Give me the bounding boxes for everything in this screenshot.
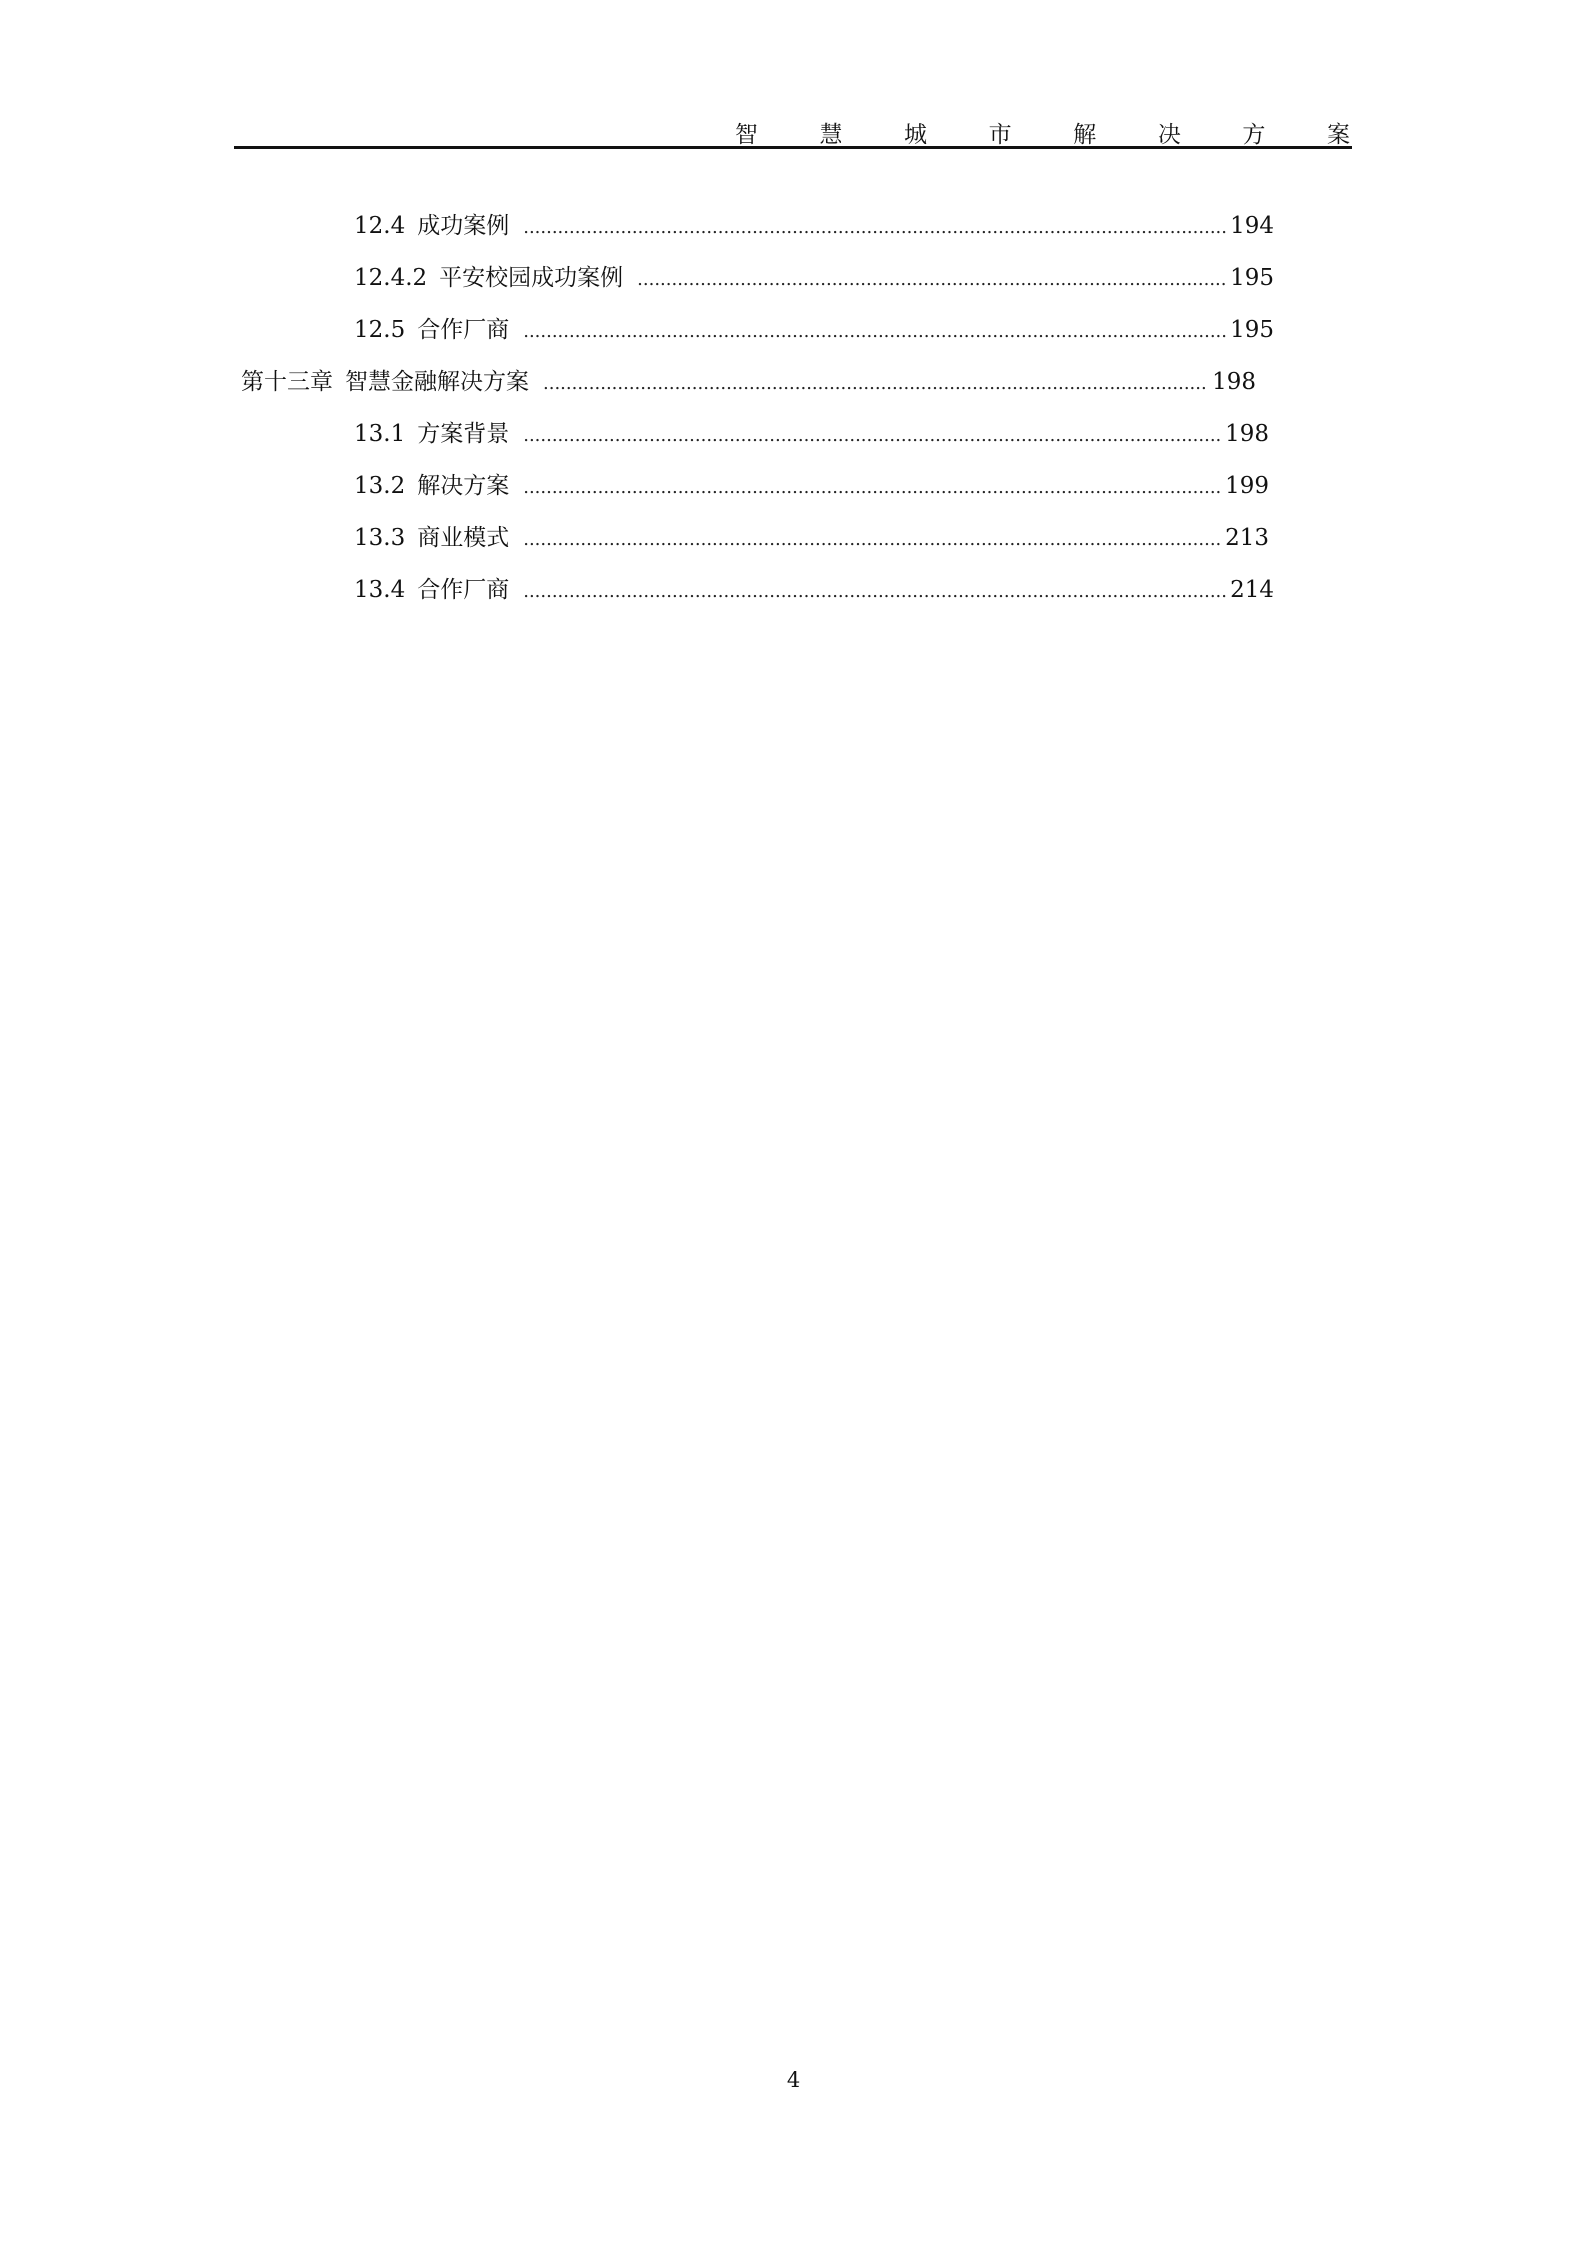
header-char: 方 <box>1242 122 1266 148</box>
toc-entry-number: 第十三章 <box>241 369 333 395</box>
header-rule <box>234 146 1352 149</box>
toc-leader-dots <box>523 425 1221 446</box>
toc-entry-number: 13.1 <box>354 421 406 447</box>
toc-entry[interactable] <box>354 259 1274 292</box>
toc-leader-dots <box>523 581 1226 602</box>
header-char: 慧 <box>819 122 843 148</box>
toc-entry[interactable] <box>354 311 1274 344</box>
toc-entry-number: 13.4 <box>354 577 406 603</box>
toc-entry[interactable] <box>354 519 1269 552</box>
header-char: 城 <box>904 122 928 148</box>
running-header <box>234 110 1352 148</box>
toc-chapter-entry[interactable] <box>241 363 1256 396</box>
toc-entry-page: 195 <box>1230 317 1274 343</box>
toc-entry-page: 198 <box>1212 369 1256 395</box>
toc-entry[interactable] <box>354 415 1269 448</box>
toc-entry-title: 解决方案 <box>417 473 510 499</box>
toc-entry[interactable] <box>354 571 1274 604</box>
toc-entry-number: 12.4.2 <box>354 265 428 291</box>
toc-entry-title: 平安校园成功案例 <box>439 265 624 291</box>
header-char: 决 <box>1157 122 1181 148</box>
toc-entry-page: 199 <box>1225 473 1269 499</box>
toc-leader-dots <box>523 217 1226 238</box>
toc-entry-page: 198 <box>1225 421 1269 447</box>
toc-entry-page: 214 <box>1230 577 1274 603</box>
toc-entry-page: 194 <box>1230 213 1274 239</box>
toc-entry[interactable] <box>354 467 1269 500</box>
page-number: 4 <box>786 2068 801 2092</box>
toc-entry-page: 213 <box>1225 525 1269 551</box>
toc-entry-number: 13.3 <box>354 525 406 551</box>
toc-entry-number: 12.5 <box>354 317 406 343</box>
toc-entry-title: 方案背景 <box>417 421 510 447</box>
header-char: 市 <box>988 122 1012 148</box>
header-char: 解 <box>1073 122 1097 148</box>
toc-entry-page: 195 <box>1230 265 1274 291</box>
toc-entry-title: 合作厂商 <box>417 577 510 603</box>
toc-entry-title: 合作厂商 <box>417 317 510 343</box>
header-title <box>673 116 1350 149</box>
toc-leader-dots <box>523 477 1221 498</box>
toc-leader-dots <box>523 321 1226 342</box>
toc-entry-number: 13.2 <box>354 473 406 499</box>
header-char: 智 <box>734 122 758 148</box>
toc-leader-dots <box>523 529 1221 550</box>
toc-entry-number: 12.4 <box>354 213 406 239</box>
header-char: 案 <box>1327 122 1350 148</box>
toc-entry-title: 商业模式 <box>417 525 510 551</box>
toc-leader-dots <box>543 373 1208 394</box>
toc-entry-title: 智慧金融解决方案 <box>345 369 529 395</box>
toc-leader-dots <box>637 269 1226 290</box>
toc-entry[interactable] <box>354 207 1274 240</box>
toc-entry-title: 成功案例 <box>417 213 510 239</box>
